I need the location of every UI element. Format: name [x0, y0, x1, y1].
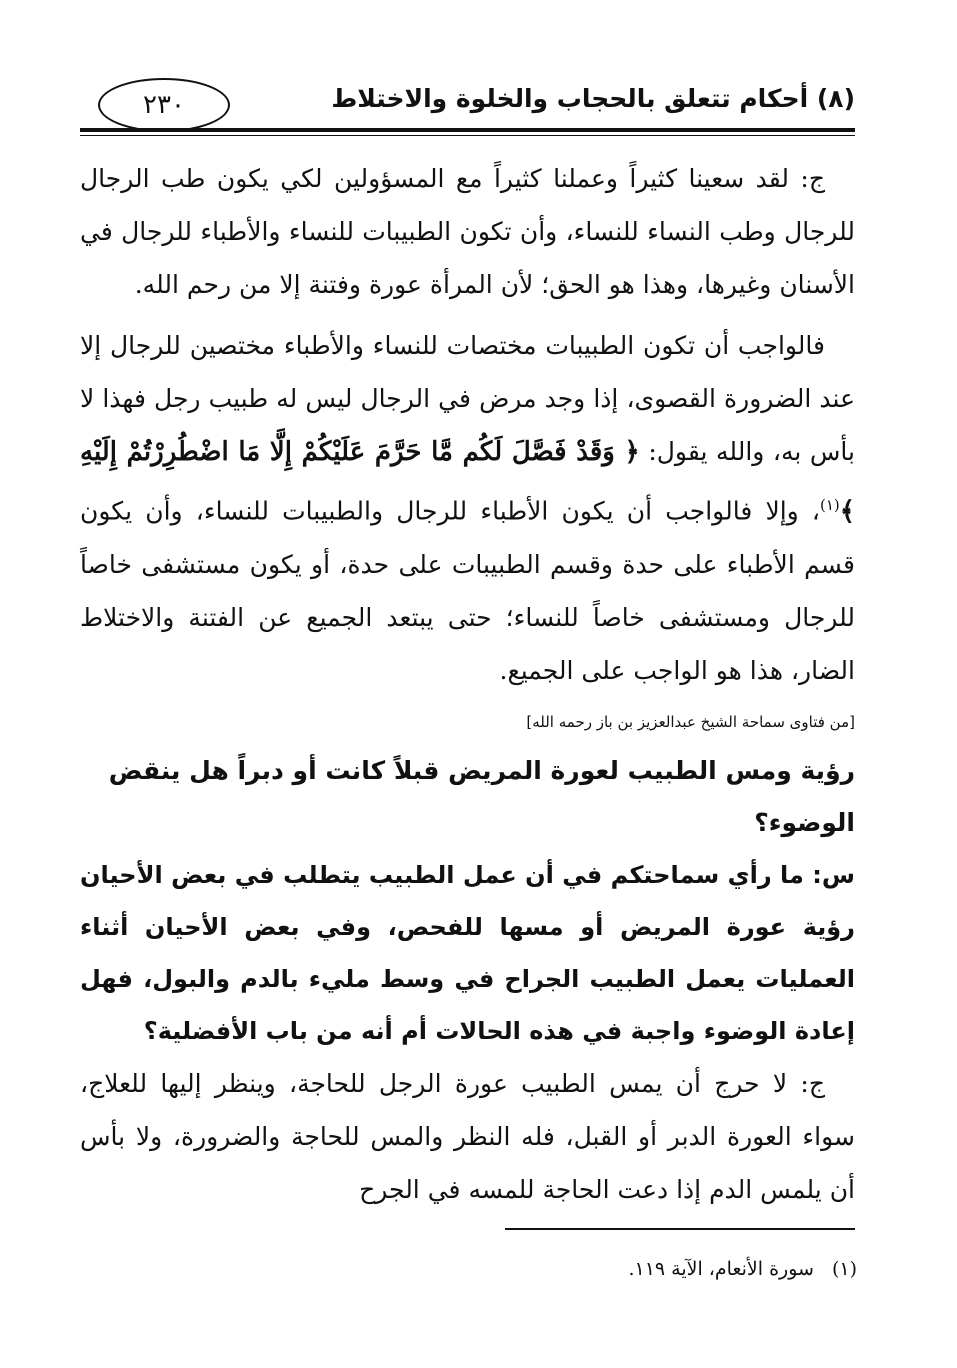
- footnote-text: سورة الأنعام، الآية ١١٩.: [628, 1258, 814, 1280]
- paragraph-2-text-a: فالواجب أن تكون الطبيبات مختصات للنساء والأطباء مختصين للرجال إلا عند الضرورة القصوى، إذا وجد مرض في الرجال ليس له طبيب رجل فهذا لا بأس به، والله يقول:: [80, 331, 855, 466]
- paragraph-2-text-b: ، وإلا فالواجب أن يكون الأطباء للرجال والطبيبات للنساء، وأن يكون قسم الأطباء على حدة وقسم الطبيبات على حدة، أو يكون مستشفى خاصاً للرجال ومستشفى خاصاً للنساء؛ حتى يبتعد الجميع عن الفتنة والاختلاط الضار، هذا هو الواجب على الجميع.: [80, 496, 855, 686]
- fatwa-source: [من فتاوى سماحة الشيخ عبدالعزيز بن باز رحمه الله]: [526, 713, 855, 732]
- question-paragraph: س: ما رأي سماحتكم في أن عمل الطبيب يتطلب في بعض الأحيان رؤية عورة المريض أو مسها للفحص، وفي بعض الأحيان أثناء العمليات يعمل الطبيب الجراح في وسط مليء بالدم والبول، فهل إعادة الوضوء واجبة في هذه الحالات أم أنه من باب الأفضلية؟: [80, 861, 855, 1046]
- footnote-divider: [505, 1228, 855, 1230]
- section-heading: رؤية ومس الطبيب لعورة المريض قبلاً كانت أو دبراً هل ينقض الوضوء؟: [108, 756, 855, 838]
- footnote-marker: (١): [819, 496, 840, 514]
- footnote-number: (١): [831, 1258, 857, 1280]
- quran-verse: ﴿ وَقَدْ فَصَّلَ لَكُم مَّا حَرَّمَ عَلَيْكُمْ إِلَّا مَا اضْطُرِرْتُمْ إِلَيْهِ ﴾: [80, 437, 855, 527]
- header-divider-thin: [80, 135, 855, 136]
- answer-paragraph-3: ج: لا حرج أن يمس الطبيب عورة الرجل للحاجة، وينظر إليها للعلاج، سواء العورة الدبر أو القبل، فله النظر والمس للحاجة والضرورة، ولا بأس أن يلمس الدم إذا دعت الحاجة للمسه في الجرح: [80, 1069, 855, 1205]
- answer-paragraph-2: [80, 319, 855, 697]
- header-divider: [80, 128, 855, 132]
- page-content: [80, 152, 855, 1216]
- chapter-title: (٨) أحكام تتعلق بالحجاب والخلوة والاختلاط: [331, 84, 855, 113]
- answer-paragraph-1: ج: لقد سعينا كثيراً وعملنا كثيراً مع المسؤولين لكي يكون طب الرجال للرجال وطب النساء للنساء، وأن تكون الطبيبات للنساء والأطباء للرجال في الأسنان وغيرها، وهذا هو الحق؛ لأن المرأة عورة وفتنة إلا من رحم الله.: [80, 164, 855, 299]
- footnote: [628, 1258, 857, 1280]
- page-number: ٢٣٠: [98, 78, 230, 132]
